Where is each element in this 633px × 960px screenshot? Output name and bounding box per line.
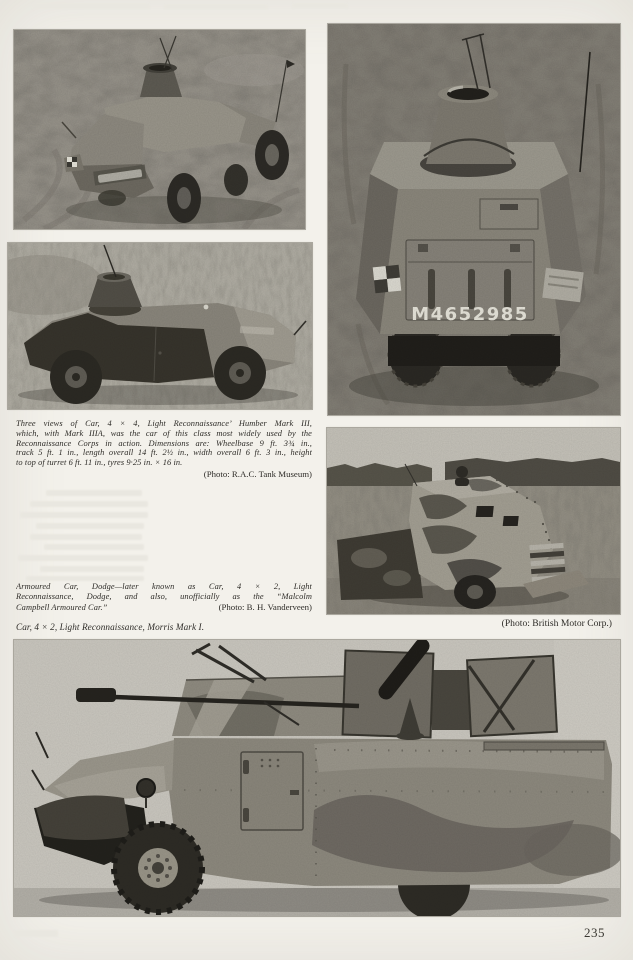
caption-humber bbox=[16, 419, 312, 479]
bleed-through-smudge bbox=[14, 930, 58, 937]
page-number: 235 bbox=[584, 925, 605, 940]
photo-credit-vanderveen: (Photo: B. H. Vanderveen) bbox=[218, 601, 312, 612]
bleed-through-smudge bbox=[292, 3, 348, 8]
dodge-art bbox=[327, 428, 620, 614]
morris-art bbox=[14, 640, 620, 916]
bleed-through-smudge bbox=[32, 3, 150, 9]
caption-line: Three views of Car, 4 × 4, Light Reconnaissance’ Humber Mark III, bbox=[16, 419, 312, 428]
caption-line: track 5 ft. 1 in., length overall 14 ft. 2½ in., width overall 6 ft. 3 in., height bbox=[16, 448, 312, 458]
bleed-through-smudge bbox=[40, 566, 144, 572]
bleed-through-smudge bbox=[18, 555, 148, 561]
photo-dodge-armoured-car bbox=[327, 428, 620, 614]
caption-morris: Car, 4 × 2, Light Reconnaissance, Morris Mark I. bbox=[16, 623, 205, 632]
photo-credit-rac-tank-museum: (Photo: R.A.C. Tank Museum) bbox=[203, 468, 312, 479]
photo-morris-mark-i bbox=[14, 640, 620, 916]
bleed-through-smudge bbox=[30, 534, 142, 540]
humber-front-art bbox=[14, 30, 305, 229]
bleed-through-smudge bbox=[26, 576, 144, 581]
bleed-through-smudge bbox=[46, 490, 142, 496]
photo-credit-british-motor-corp: (Photo: British Motor Corp.) bbox=[501, 618, 612, 629]
caption-dodge bbox=[16, 582, 312, 612]
photo-humber-rear bbox=[328, 24, 620, 415]
humber-side-art bbox=[8, 243, 312, 409]
photo-humber-side bbox=[8, 243, 312, 409]
caption-line: which, with Mark IIIA, was the car of this class most widely used by the bbox=[16, 428, 312, 438]
caption-line: Campbell Armoured Car.” bbox=[16, 602, 108, 612]
bleed-through-smudge bbox=[30, 501, 148, 507]
bleed-through-smudge bbox=[36, 523, 144, 529]
bleed-through-smudge bbox=[20, 512, 148, 518]
bleed-through-smudge bbox=[164, 4, 268, 9]
caption-line: to top of turret 6 ft. 11 in., tyres 9·25 in. × 16 in. bbox=[16, 458, 183, 468]
photo-humber-front-three-quarter bbox=[14, 30, 305, 229]
caption-line: Reconnaissance, Dodge, and also, unofficially as the “Malcolm bbox=[16, 591, 312, 601]
caption-morris-row bbox=[16, 619, 612, 633]
caption-line: Armoured Car, Dodge—later known as Car, 4 × 2, Light bbox=[16, 582, 312, 591]
humber-rear-art bbox=[328, 24, 620, 415]
caption-line: Reconnaissance Corps in action. Dimensions are: Wheelbase 9 ft. 3¾ in., bbox=[16, 438, 312, 448]
registration-text: M4652985 bbox=[411, 304, 529, 325]
bleed-through-smudge bbox=[44, 544, 144, 550]
